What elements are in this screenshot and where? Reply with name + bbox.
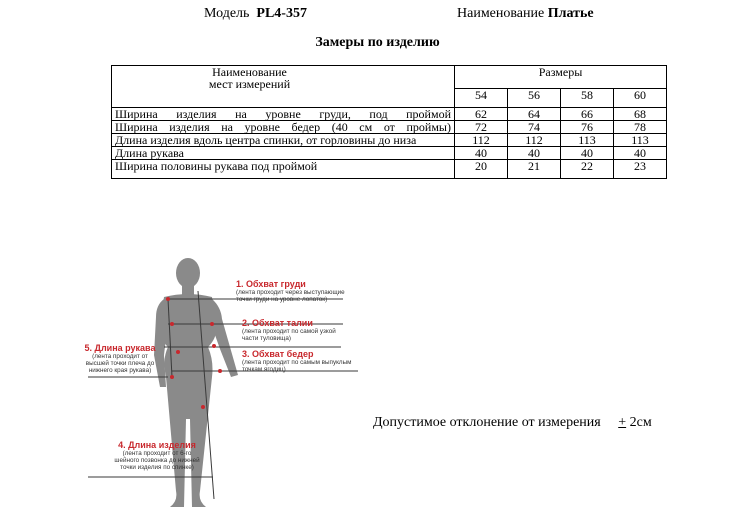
value-cell: 68 xyxy=(614,108,667,121)
annotation-desc: (лента проходит через выступающие точки груди на уровне лопаток) xyxy=(236,289,345,303)
table-row xyxy=(112,134,667,147)
value-cell: 22 xyxy=(561,160,614,179)
annotation-title: 2. Обхват талии xyxy=(242,318,313,328)
annotation-desc: (лента проходит по самой узкой части туловища) xyxy=(242,328,336,342)
page-subtitle: Замеры по изделию xyxy=(315,35,440,50)
col-header-sizes: Размеры xyxy=(455,66,667,89)
value-cell: 21 xyxy=(508,160,561,179)
value-cell: 112 xyxy=(508,134,561,147)
value-cell: 113 xyxy=(561,134,614,147)
annotation-title: 4. Длина изделия xyxy=(118,440,196,450)
annotation-length xyxy=(112,440,202,471)
annotation-chest xyxy=(236,279,354,303)
tolerance-unit: 2см xyxy=(626,415,652,430)
row-label: Ширина изделия на уровне груди, под проймой xyxy=(112,108,455,121)
value-cell: 40 xyxy=(561,147,614,160)
table-header-row xyxy=(112,66,667,89)
size-cell: 56 xyxy=(508,89,561,108)
annotation-title: 1. Обхват груди xyxy=(236,279,306,289)
value-cell: 72 xyxy=(455,121,508,134)
value-cell: 78 xyxy=(614,121,667,134)
row-label: Ширина половины рукава под проймой xyxy=(112,160,455,179)
tolerance-text: Допустимое отклонение от измерения xyxy=(373,415,601,430)
measurements-table xyxy=(111,65,667,179)
size-cell: 60 xyxy=(614,89,667,108)
table-row xyxy=(112,147,667,160)
row-label: Длина рукава xyxy=(112,147,455,160)
value-cell: 74 xyxy=(508,121,561,134)
annotation-desc: (лента проходит от высшей точки плеча до нижнего края рукава) xyxy=(85,353,155,374)
annotation-hips xyxy=(242,349,354,373)
table-row xyxy=(112,121,667,134)
value-cell: 40 xyxy=(614,147,667,160)
value-cell: 40 xyxy=(508,147,561,160)
row-label: Ширина изделия на уровне бедер (40 см от проймы) xyxy=(112,121,455,134)
size-cell: 54 xyxy=(455,89,508,108)
size-cell: 58 xyxy=(561,89,614,108)
annotation-desc: (лента проходит по самым выпуклым точкам ягодиц) xyxy=(242,359,352,373)
col-header-name: Наименование мест измерений xyxy=(112,66,455,108)
value-cell: 23 xyxy=(614,160,667,179)
name-header xyxy=(457,6,594,22)
annotation-title: 3. Обхват бедер xyxy=(242,349,314,359)
tolerance-sign: + xyxy=(618,415,627,430)
name-value: Платье xyxy=(547,6,594,21)
name-label: Наименование xyxy=(457,6,545,21)
value-cell: 112 xyxy=(455,134,508,147)
annotation-desc: (лента проходит от 6-го шейного позвонка до нижней точки изделия по спинке) xyxy=(114,450,200,471)
annotation-waist xyxy=(242,318,348,342)
model-header xyxy=(204,6,307,22)
tolerance-note xyxy=(373,415,652,431)
value-cell: 113 xyxy=(614,134,667,147)
value-cell: 40 xyxy=(455,147,508,160)
value-cell: 76 xyxy=(561,121,614,134)
row-label: Длина изделия вдоль центра спинки, от горловины до низа xyxy=(112,134,455,147)
annotation-title: 5. Длина рукава xyxy=(84,343,156,353)
annotation-sleeve xyxy=(80,343,160,374)
model-label: Модель xyxy=(204,6,250,21)
value-cell: 64 xyxy=(508,108,561,121)
value-cell: 66 xyxy=(561,108,614,121)
table-row xyxy=(112,108,667,121)
model-value: PL4-357 xyxy=(256,6,307,21)
value-cell: 20 xyxy=(455,160,508,179)
table-row xyxy=(112,160,667,179)
value-cell: 62 xyxy=(455,108,508,121)
